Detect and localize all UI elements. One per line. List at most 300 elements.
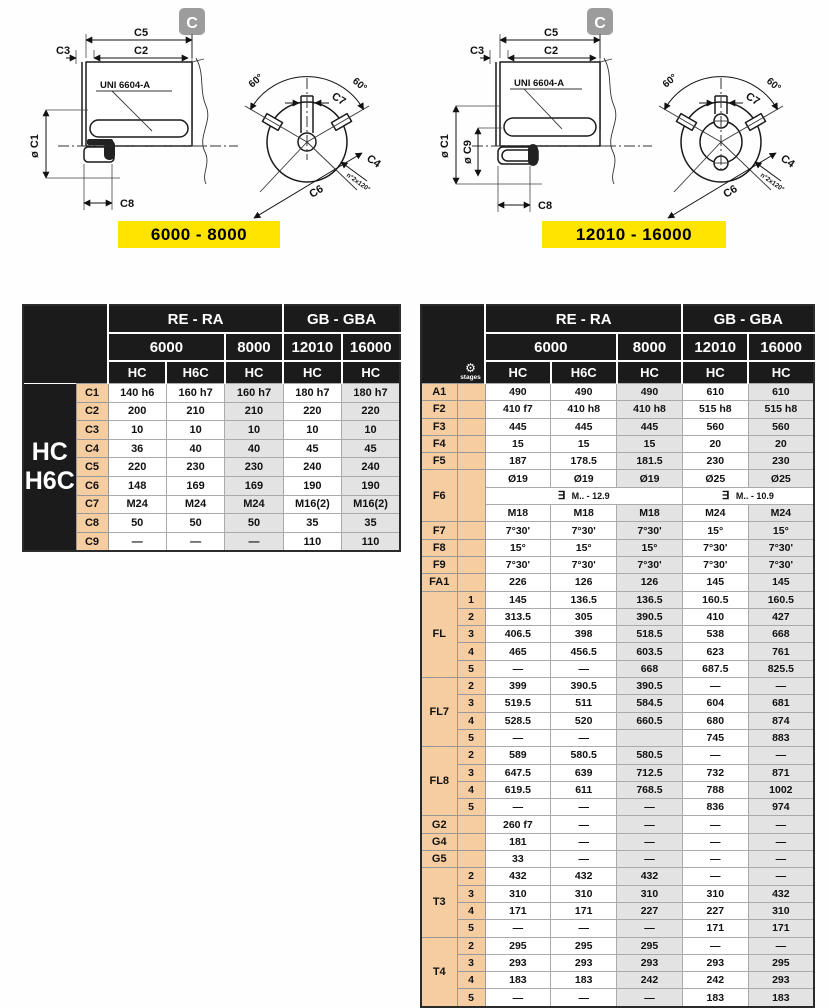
value-cell: 589	[485, 747, 551, 764]
variant-header: HC	[108, 361, 166, 384]
break-line	[196, 58, 208, 184]
stage-cell: 3	[457, 695, 485, 712]
value-cell: —	[166, 532, 224, 551]
row-name: C8	[76, 514, 108, 533]
series-group-header: GB - GBA	[283, 305, 400, 333]
dim-label-c3: C3	[470, 45, 485, 57]
value-cell: 611	[551, 781, 617, 798]
value-cell: M24	[682, 505, 748, 522]
stage-cell: 2	[457, 608, 485, 625]
stage-cell	[457, 418, 485, 435]
value-cell: 427	[748, 608, 814, 625]
value-cell: 560	[682, 418, 748, 435]
value-cell: 390.5	[617, 678, 683, 695]
value-cell: 110	[283, 532, 341, 551]
dim-label-c4: C4	[778, 152, 797, 171]
value-cell: 169	[225, 476, 283, 495]
dimensions-table-accessories	[420, 304, 815, 1008]
value-cell: 619.5	[485, 781, 551, 798]
value-cell: 190	[342, 476, 400, 495]
size-header: 12010	[682, 333, 748, 361]
value-cell: —	[748, 678, 814, 695]
value-cell: 183	[485, 972, 551, 989]
value-cell: 687.5	[682, 660, 748, 677]
value-cell: 242	[682, 972, 748, 989]
value-cell: 295	[485, 937, 551, 954]
value-cell: 240	[342, 458, 400, 477]
value-cell: —	[748, 816, 814, 833]
value-cell: —	[551, 729, 617, 746]
value-cell: 187	[485, 453, 551, 470]
side-label-line: HC	[31, 438, 68, 467]
stage-cell: 3	[457, 626, 485, 643]
value-cell: 181.5	[617, 453, 683, 470]
right-table-body	[421, 305, 814, 1007]
value-cell: 15°	[551, 539, 617, 556]
stage-cell: 4	[457, 712, 485, 729]
size-header: 6000	[108, 333, 225, 361]
value-cell: —	[748, 747, 814, 764]
keyway-standard-label: UNI 6604-A	[514, 78, 565, 89]
value-cell: 560	[748, 418, 814, 435]
row-name: F5	[421, 453, 457, 470]
value-cell: M18	[485, 505, 551, 522]
row-name: FA1	[421, 574, 457, 591]
value-cell: —	[485, 799, 551, 816]
value-cell: 35	[342, 514, 400, 533]
value-cell: —	[551, 989, 617, 1007]
row-name: T4	[421, 937, 457, 1007]
variant-header: HC	[617, 361, 683, 384]
row-name: F7	[421, 522, 457, 539]
row-name: C4	[76, 439, 108, 458]
value-cell: 160.5	[748, 591, 814, 608]
value-cell: 15°	[485, 539, 551, 556]
value-cell: —	[617, 989, 683, 1007]
value-cell: 35	[283, 514, 341, 533]
value-cell: 136.5	[617, 591, 683, 608]
stage-cell	[457, 539, 485, 556]
row-name: F8	[421, 539, 457, 556]
value-cell: 310	[682, 885, 748, 902]
value-cell: 10	[225, 421, 283, 440]
value-cell: 160 h7	[166, 384, 224, 403]
value-cell: 660.5	[617, 712, 683, 729]
stage-cell: 3	[457, 885, 485, 902]
value-cell: 825.5	[748, 660, 814, 677]
stage-cell	[457, 816, 485, 833]
value-cell: 293	[682, 954, 748, 971]
value-cell: 445	[551, 418, 617, 435]
header-corner	[23, 305, 108, 384]
screw-class-cell	[682, 487, 814, 504]
value-cell: 432	[551, 868, 617, 885]
dim-label-c5: C5	[134, 27, 149, 39]
value-cell: 10	[342, 421, 400, 440]
value-cell: —	[551, 920, 617, 937]
value-cell: 313.5	[485, 608, 551, 625]
value-cell: 148	[108, 476, 166, 495]
technical-drawing-12010-16000	[414, 0, 828, 296]
stage-cell	[457, 435, 485, 452]
value-cell: 15	[485, 435, 551, 452]
value-cell: 10	[283, 421, 341, 440]
value-cell: 7°30'	[485, 522, 551, 539]
value-cell: 15°	[748, 522, 814, 539]
value-cell: 7°30'	[682, 556, 748, 573]
row-name: F6	[421, 470, 457, 522]
value-cell: —	[485, 660, 551, 677]
row-name: T3	[421, 868, 457, 937]
value-cell: 145	[748, 574, 814, 591]
stage-cell: 4	[457, 902, 485, 919]
value-cell: 639	[551, 764, 617, 781]
value-cell: 528.5	[485, 712, 551, 729]
value-cell: 160 h7	[225, 384, 283, 403]
header-corner	[421, 361, 457, 384]
value-cell: 406.5	[485, 626, 551, 643]
value-cell: —	[617, 799, 683, 816]
left-table-body	[23, 305, 400, 551]
value-cell: 681	[748, 695, 814, 712]
value-cell: 761	[748, 643, 814, 660]
stage-cell: 5	[457, 729, 485, 746]
value-cell: 310	[748, 902, 814, 919]
dim-label-c7: C7	[329, 90, 348, 108]
value-cell: 584.5	[617, 695, 683, 712]
value-cell: 10	[108, 421, 166, 440]
value-cell: 398	[551, 626, 617, 643]
value-cell: —	[485, 989, 551, 1007]
value-cell: Ø25	[748, 470, 814, 487]
angle-label-left: 60°	[660, 72, 680, 91]
row-name: C1	[76, 384, 108, 403]
value-cell: 183	[748, 989, 814, 1007]
value-cell: 432	[748, 885, 814, 902]
value-cell: 230	[225, 458, 283, 477]
value-cell: —	[682, 868, 748, 885]
value-cell: 242	[617, 972, 683, 989]
value-cell: —	[551, 816, 617, 833]
value-cell: 293	[551, 954, 617, 971]
value-cell: 7°30'	[682, 539, 748, 556]
value-cell: 712.5	[617, 764, 683, 781]
value-cell: 580.5	[551, 747, 617, 764]
value-cell: 305	[551, 608, 617, 625]
stage-cell	[457, 574, 485, 591]
value-cell: 110	[342, 532, 400, 551]
dim-label-c4: C4	[364, 152, 383, 171]
row-name: C9	[76, 532, 108, 551]
screw-class-text: M.. - 10.9	[735, 491, 774, 502]
value-cell: Ø19	[551, 470, 617, 487]
value-cell: 1002	[748, 781, 814, 798]
value-cell: 181	[485, 833, 551, 850]
value-cell: 260 f7	[485, 816, 551, 833]
value-cell: 871	[748, 764, 814, 781]
socket-screw-icon: ∃	[557, 490, 566, 503]
value-cell: 580.5	[617, 747, 683, 764]
value-cell: 171	[748, 920, 814, 937]
value-cell: —	[551, 833, 617, 850]
shaft-end-view	[659, 72, 797, 218]
value-cell: 7°30'	[485, 556, 551, 573]
value-cell: Ø19	[485, 470, 551, 487]
value-cell: 310	[551, 885, 617, 902]
variant-header: HC	[342, 361, 400, 384]
value-cell: 178.5	[551, 453, 617, 470]
value-cell: 145	[485, 591, 551, 608]
value-cell: 160.5	[682, 591, 748, 608]
value-cell: 399	[485, 678, 551, 695]
screw-class-text: M.. - 12.9	[571, 491, 610, 502]
row-name: G2	[421, 816, 457, 833]
value-cell: 15°	[682, 522, 748, 539]
value-cell: 390.5	[551, 678, 617, 695]
value-cell: 190	[283, 476, 341, 495]
size-header: 8000	[225, 333, 283, 361]
value-cell: 668	[617, 660, 683, 677]
stage-cell: 5	[457, 920, 485, 937]
dim-label-c7: C7	[743, 90, 762, 108]
section-tag-letter: C	[186, 15, 198, 32]
shaft-drawing-svg-2	[414, 0, 828, 296]
value-cell: —	[617, 833, 683, 850]
value-cell: 126	[617, 574, 683, 591]
dim-label-c8: C8	[120, 198, 135, 210]
dim-label-c6: C6	[721, 183, 740, 201]
stage-cell	[457, 851, 485, 868]
value-cell: 171	[682, 920, 748, 937]
dim-label-c1: ø C1	[29, 134, 41, 158]
value-cell: —	[617, 920, 683, 937]
value-cell: 7°30'	[551, 522, 617, 539]
value-cell: 220	[283, 402, 341, 421]
value-cell: 310	[485, 885, 551, 902]
value-cell: —	[551, 851, 617, 868]
value-cell: 490	[551, 384, 617, 401]
value-cell: 788	[682, 781, 748, 798]
value-cell: 50	[108, 514, 166, 533]
dim-label-n2x120: n°2x120°	[758, 171, 786, 194]
dim-label-c5: C5	[544, 27, 559, 39]
value-cell: M24	[225, 495, 283, 514]
value-cell: 768.5	[617, 781, 683, 798]
value-cell: 293	[748, 972, 814, 989]
value-cell: 36	[108, 439, 166, 458]
value-cell: —	[748, 868, 814, 885]
value-cell: 7°30'	[551, 556, 617, 573]
series-group-header: RE - RA	[108, 305, 283, 333]
value-cell: 7°30'	[617, 522, 683, 539]
table-side-label-hc-h6c	[23, 384, 76, 552]
row-name: C5	[76, 458, 108, 477]
value-cell: 410 h8	[617, 401, 683, 418]
stage-cell: 3	[457, 764, 485, 781]
value-cell: 183	[682, 989, 748, 1007]
value-cell: 410	[682, 608, 748, 625]
value-cell: 183	[551, 972, 617, 989]
shaft-side-view	[472, 58, 652, 184]
stage-cell: 1	[457, 591, 485, 608]
value-cell: M16(2)	[342, 495, 400, 514]
value-cell: 745	[682, 729, 748, 746]
variant-header: HC	[485, 361, 551, 384]
size-header: 6000	[485, 333, 617, 361]
value-cell: 432	[485, 868, 551, 885]
value-cell: 511	[551, 695, 617, 712]
dim-label-n2x120: n°2x120°	[344, 171, 372, 194]
value-cell: 610	[748, 384, 814, 401]
value-cell: 293	[617, 954, 683, 971]
value-cell: 293	[485, 954, 551, 971]
row-name: F4	[421, 435, 457, 452]
dim-label-c3: C3	[56, 45, 71, 57]
value-cell: 230	[166, 458, 224, 477]
value-cell: 200	[108, 402, 166, 421]
value-cell	[617, 729, 683, 746]
stage-cell	[457, 833, 485, 850]
stage-cell	[457, 556, 485, 573]
value-cell: 445	[485, 418, 551, 435]
value-cell: M24	[166, 495, 224, 514]
value-cell: 515 h8	[682, 401, 748, 418]
value-cell: —	[617, 816, 683, 833]
value-cell: 15°	[617, 539, 683, 556]
value-cell: 180 h7	[342, 384, 400, 403]
value-cell: 140 h6	[108, 384, 166, 403]
value-cell: —	[748, 851, 814, 868]
value-cell: —	[551, 660, 617, 677]
stage-cell	[457, 522, 485, 539]
value-cell: Ø19	[617, 470, 683, 487]
stages-column-header	[457, 361, 485, 384]
variant-header: HC	[748, 361, 814, 384]
value-cell: 10	[166, 421, 224, 440]
value-cell: 230	[682, 453, 748, 470]
size-range-label-12010-16000: 12010 - 16000	[542, 221, 726, 248]
value-cell: 874	[748, 712, 814, 729]
stage-cell: 5	[457, 660, 485, 677]
dim-label-c2: C2	[544, 45, 559, 57]
row-name: FL8	[421, 747, 457, 816]
value-cell: Ø25	[682, 470, 748, 487]
value-cell: 490	[485, 384, 551, 401]
value-cell: 538	[682, 626, 748, 643]
dim-label-c8: C8	[538, 200, 553, 212]
value-cell: 226	[485, 574, 551, 591]
value-cell: 169	[166, 476, 224, 495]
value-cell: 623	[682, 643, 748, 660]
value-cell: 220	[108, 458, 166, 477]
value-cell: 518.5	[617, 626, 683, 643]
dim-label-c1: ø C1	[439, 134, 451, 158]
socket-screw-icon: ∃	[721, 490, 730, 503]
series-group-header: GB - GBA	[682, 305, 814, 333]
value-cell: 456.5	[551, 643, 617, 660]
dimensions-table-hc-h6c	[22, 304, 401, 552]
stage-cell	[457, 401, 485, 418]
row-name: G4	[421, 833, 457, 850]
value-cell: 50	[225, 514, 283, 533]
value-cell: 15	[617, 435, 683, 452]
variant-header: H6C	[551, 361, 617, 384]
shaft-side-view	[58, 58, 238, 184]
variant-header: H6C	[166, 361, 224, 384]
shaft-drawing-svg-1	[0, 0, 414, 296]
row-name: C3	[76, 421, 108, 440]
value-cell: 171	[551, 902, 617, 919]
series-group-header: RE - RA	[485, 305, 682, 333]
section-tag-letter: C	[594, 15, 606, 32]
stage-cell: 5	[457, 989, 485, 1007]
value-cell: 610	[682, 384, 748, 401]
side-label-line: H6C	[24, 466, 75, 495]
value-cell: 20	[682, 435, 748, 452]
value-cell: 220	[342, 402, 400, 421]
value-cell: —	[682, 678, 748, 695]
size-header: 8000	[617, 333, 683, 361]
value-cell: 227	[682, 902, 748, 919]
value-cell: 520	[551, 712, 617, 729]
value-cell: 50	[166, 514, 224, 533]
stage-cell: 2	[457, 747, 485, 764]
value-cell: 40	[225, 439, 283, 458]
value-cell: 668	[748, 626, 814, 643]
row-name: F9	[421, 556, 457, 573]
stage-cell: 4	[457, 643, 485, 660]
value-cell: 390.5	[617, 608, 683, 625]
row-name: A1	[421, 384, 457, 401]
value-cell: 33	[485, 851, 551, 868]
row-name: C6	[76, 476, 108, 495]
stage-cell: 2	[457, 678, 485, 695]
row-name: F3	[421, 418, 457, 435]
value-cell: 7°30'	[748, 539, 814, 556]
stage-cell: 5	[457, 799, 485, 816]
value-cell: 180 h7	[283, 384, 341, 403]
value-cell: M18	[551, 505, 617, 522]
angle-label-right: 60°	[350, 75, 369, 95]
value-cell: —	[617, 851, 683, 868]
size-range-label-6000-8000: 6000 - 8000	[118, 221, 280, 248]
value-cell: —	[682, 816, 748, 833]
screw-class-cell	[485, 487, 682, 504]
value-cell: 45	[283, 439, 341, 458]
value-cell: —	[682, 833, 748, 850]
value-cell: —	[748, 937, 814, 954]
value-cell: M24	[108, 495, 166, 514]
row-name: F2	[421, 401, 457, 418]
value-cell: 445	[617, 418, 683, 435]
technical-drawing-6000-8000	[0, 0, 414, 296]
value-cell: 519.5	[485, 695, 551, 712]
value-cell: 974	[748, 799, 814, 816]
value-cell: 732	[682, 764, 748, 781]
value-cell: 465	[485, 643, 551, 660]
stage-cell: 4	[457, 972, 485, 989]
value-cell: 15	[551, 435, 617, 452]
value-cell: M18	[617, 505, 683, 522]
dim-label-c6: C6	[307, 183, 326, 201]
value-cell: —	[485, 729, 551, 746]
variant-header: HC	[682, 361, 748, 384]
value-cell: 171	[485, 902, 551, 919]
value-cell: 836	[682, 799, 748, 816]
value-cell: 603.5	[617, 643, 683, 660]
size-header: 12010	[283, 333, 341, 361]
keyway-standard-label: UNI 6604-A	[100, 80, 151, 91]
